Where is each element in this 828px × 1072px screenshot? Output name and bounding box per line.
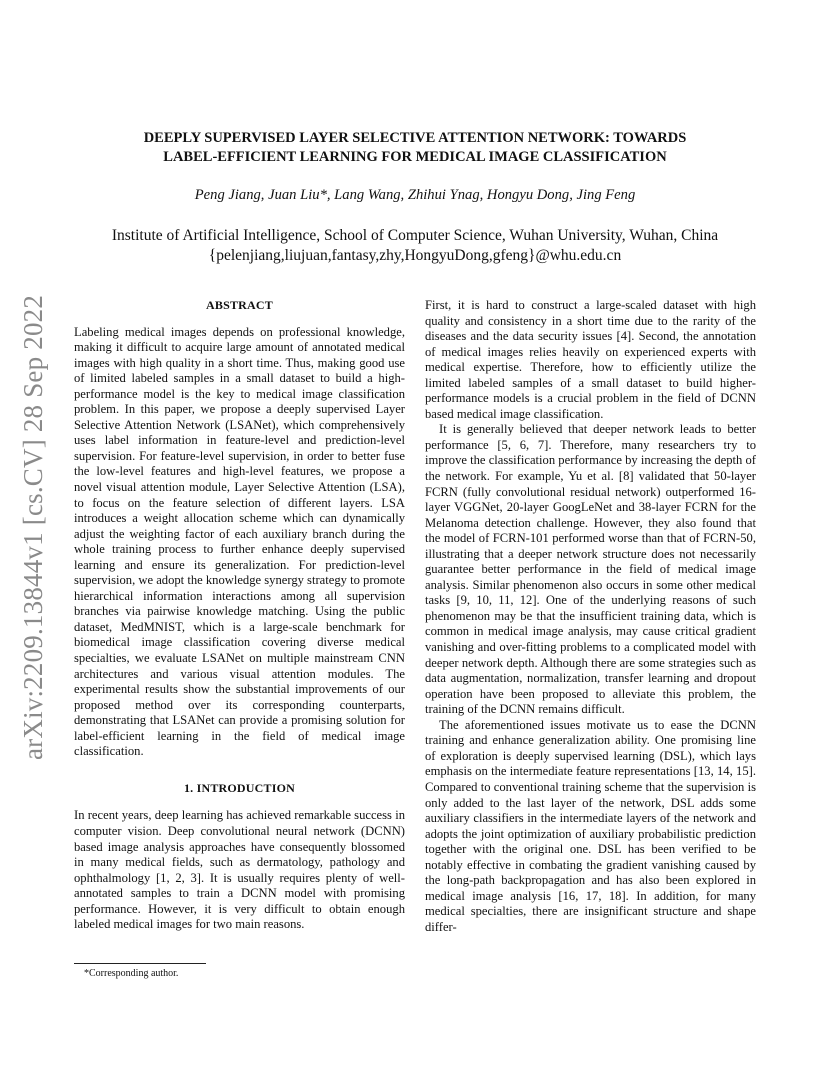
intro-paragraph-4: The aforementioned issues motivate us to ease the DCNN training and enhance generalization ability. One promising line of exploration is deeply supervised learning (DSL), which lays emphasis on the intermediate feature representations [13, 14, 15]. Compared to conventional training scheme that the supervision is only added to the last layer of the network, DSL adds some auxiliary classifiers in the intermediate layers of the network and adopts the joint optimization of auxiliary probabilistic prediction together with the original one. DSL has been verified to be notably effective in combating the gradient vanishing caused by the long-path backpropagation and has also been explored in medical image analysis [16, 17, 18]. In addition, for many medical specialties, there are insignificant structure and shape differ- bbox=[425, 717, 756, 934]
paper-title bbox=[80, 129, 750, 167]
footnote-corresponding-author: *Corresponding author. bbox=[84, 968, 179, 979]
footnote-rule bbox=[74, 963, 206, 964]
left-column bbox=[74, 298, 405, 933]
abstract-heading: ABSTRACT bbox=[206, 298, 273, 312]
intro-paragraph-1: In recent years, deep learning has achieved remarkable success in computer vision. Deep convolutional neural network (DCNN) based image analysis approaches have consequently blossomed in many medical fields, such as dermatology, pathology and ophthalmology [1, 2, 3]. It is usually requires plenty of well-annotated samples to train a DCNN model with promising performance. However, it is very difficult to obtain enough labeled medical images for two main reasons. bbox=[74, 808, 405, 932]
arxiv-identifier: arXiv:2209.13844v1 [cs.CV] 28 Sep 2022 bbox=[18, 294, 48, 760]
right-column bbox=[425, 298, 756, 935]
intro-paragraph-3: It is generally believed that deeper network leads to better performance [5, 6, 7]. Therefore, many researchers try to improve the classification performance by increasing the depth of the network. For example, Yu et al. [8] validated that 50-layer FCRN (fully convolutional residual network) outperformed 16-layer VGGNet, 20-layer GoogLeNet and 38-layer FCRN for the Melanoma detection challenge. However, they also found that the model of FCRN-101 performed worse than that of FCRN-50, illustrating that a deeper network structure does not necessarily guarantee better performance in the field of medical image analysis. Similar phenomenon also occurs in some other medical tasks [9, 10, 11, 12]. One of the underlying reasons of such phenomenon may be that the insufficient training data, which is common in medical image analysis, may cause critical gradient vanishing and over-fitting problems to a complicated model with deeper network depth. Although there are some strategies such as data augmentation, normalization, transfer learning and dropout operation have been proposed to alleviate this problem, the training of the DCNN remains difficult. bbox=[425, 422, 756, 717]
title-line-2: LABEL-EFFICIENT LEARNING FOR MEDICAL IMAGE CLASSIFICATION bbox=[163, 149, 667, 165]
intro-paragraph-2: First, it is hard to construct a large-scaled dataset with high quality and consistency in a short time due to the rarity of the diseases and the data security issues [4]. Second, the annotation of medical images relies heavily on experienced experts with medical expertise. Therefore, how to efficiently utilize the limited labeled samples of a small dataset to build higher-performance models is a crucial problem in the field of DCNN based medical image classification. bbox=[425, 298, 756, 421]
author-emails: {pelenjiang,liujuan,fantasy,zhy,HongyuDong,gfeng}@whu.edu.cn bbox=[208, 247, 622, 264]
affiliation: Institute of Artificial Intelligence, School of Computer Science, Wuhan University, Wuhan, China bbox=[111, 227, 719, 244]
introduction-heading: 1. INTRODUCTION bbox=[183, 780, 295, 795]
abstract-text: Labeling medical images depends on professional knowledge, making it difficult to acquire large amount of annotated medical images with high quality in a short time. Thus, making good use of limited labeled samples in a small dataset to build a high-performance model is the key to medical image classification problem. In this paper, we propose a deeply supervised Layer Selective Attention Network (LSANet), which comprehensively uses label information in feature-level and prediction-level supervision. For feature-level supervision, in order to better fuse the low-level features and high-level features, we propose a novel visual attention module, Layer Selective Attention (LSA), to focus on the feature selection of different layers. LSA introduces a weight allocation scheme which can dynamically adjust the weighting factor of each auxiliary branch during the whole training process to further enhance deeply supervised learning and ensure its generalization. For prediction-level supervision, we adopt the knowledge synergy strategy to promote hierarchical information interactions among all supervision branches via pairwise knowledge matching. Using the public dataset, MedMNIST, which is a large-scale benchmark for biomedical image classification covering diverse medical specialties, we evaluate LSANet on multiple mainstream CNN architectures and various visual attention modules. The experimental results show the substantial improvements of our proposed method over its corresponding counterparts, demonstrating that LSANet can provide a promising solution for label-efficient learning in the field of medical image classification. bbox=[74, 324, 405, 759]
author-list: Peng Jiang, Juan Liu*, Lang Wang, Zhihui Ynag, Hongyu Dong, Jing Feng bbox=[194, 187, 636, 203]
title-line-1: DEEPLY SUPERVISED LAYER SELECTIVE ATTENTION NETWORK: TOWARDS bbox=[143, 130, 687, 146]
affiliation-block bbox=[80, 226, 750, 266]
